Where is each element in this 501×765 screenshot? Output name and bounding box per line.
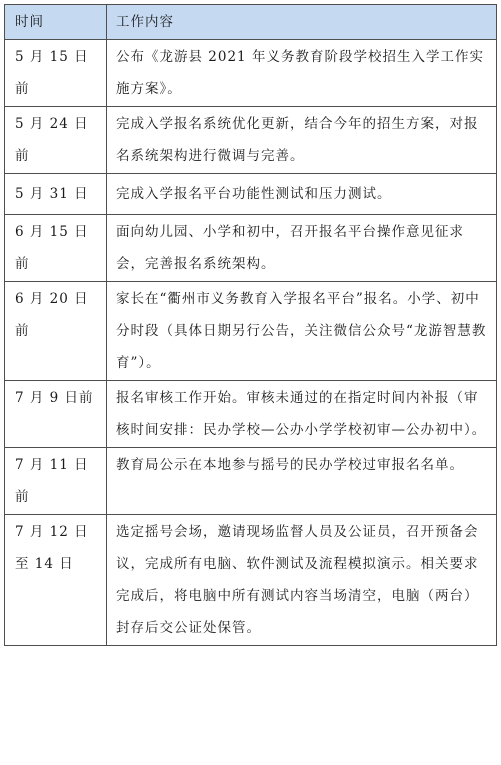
table-row [5, 107, 497, 174]
row-content: 选定摇号会场，邀请现场监督人员及公证员，召开预备会议，完成所有电脑、软件测试及流程模拟演示。相关要求完成后，将电脑中所有测试内容当场清空，电脑（两台）封存后交公证处保管。 [107, 515, 497, 646]
row-content: 报名审核工作开始。审核未通过的在指定时间内补报（审核时间安排：民办学校—公办小学学校初审—公办初中）。 [107, 381, 497, 448]
row-time: 6 月 15 日前 [5, 215, 107, 282]
row-time: 7 月 12 日至 14 日 [5, 515, 107, 646]
header-time: 时间 [5, 5, 107, 40]
schedule-table [4, 4, 497, 646]
row-content: 教育局公示在本地参与摇号的民办学校过审报名名单。 [107, 448, 497, 515]
row-time: 7 月 9 日前 [5, 381, 107, 448]
row-time: 7 月 11 日前 [5, 448, 107, 515]
row-content: 面向幼儿园、小学和初中，召开报名平台操作意见征求会，完善报名系统架构。 [107, 215, 497, 282]
table-row [5, 381, 497, 448]
header-content: 工作内容 [107, 5, 497, 40]
table-row [5, 448, 497, 515]
row-time: 5 月 31 日 [5, 174, 107, 215]
row-time: 5 月 24 日前 [5, 107, 107, 174]
table-body [5, 40, 497, 646]
row-time: 6 月 20 日前 [5, 282, 107, 381]
table-row [5, 515, 497, 646]
table-row [5, 282, 497, 381]
row-time: 5 月 15 日前 [5, 40, 107, 107]
table-row [5, 174, 497, 215]
row-content: 公布《龙游县 2021 年义务教育阶段学校招生入学工作实施方案》。 [107, 40, 497, 107]
row-content: 家长在“衢州市义务教育入学报名平台”报名。小学、初中分时段（具体日期另行公告，关注微信公众号“龙游智慧教育”）。 [107, 282, 497, 381]
row-content: 完成入学报名平台功能性测试和压力测试。 [107, 174, 497, 215]
header-row [5, 5, 497, 40]
table-row [5, 40, 497, 107]
table-header [5, 5, 497, 40]
row-content: 完成入学报名系统优化更新，结合今年的招生方案，对报名系统架构进行微调与完善。 [107, 107, 497, 174]
table-row [5, 215, 497, 282]
